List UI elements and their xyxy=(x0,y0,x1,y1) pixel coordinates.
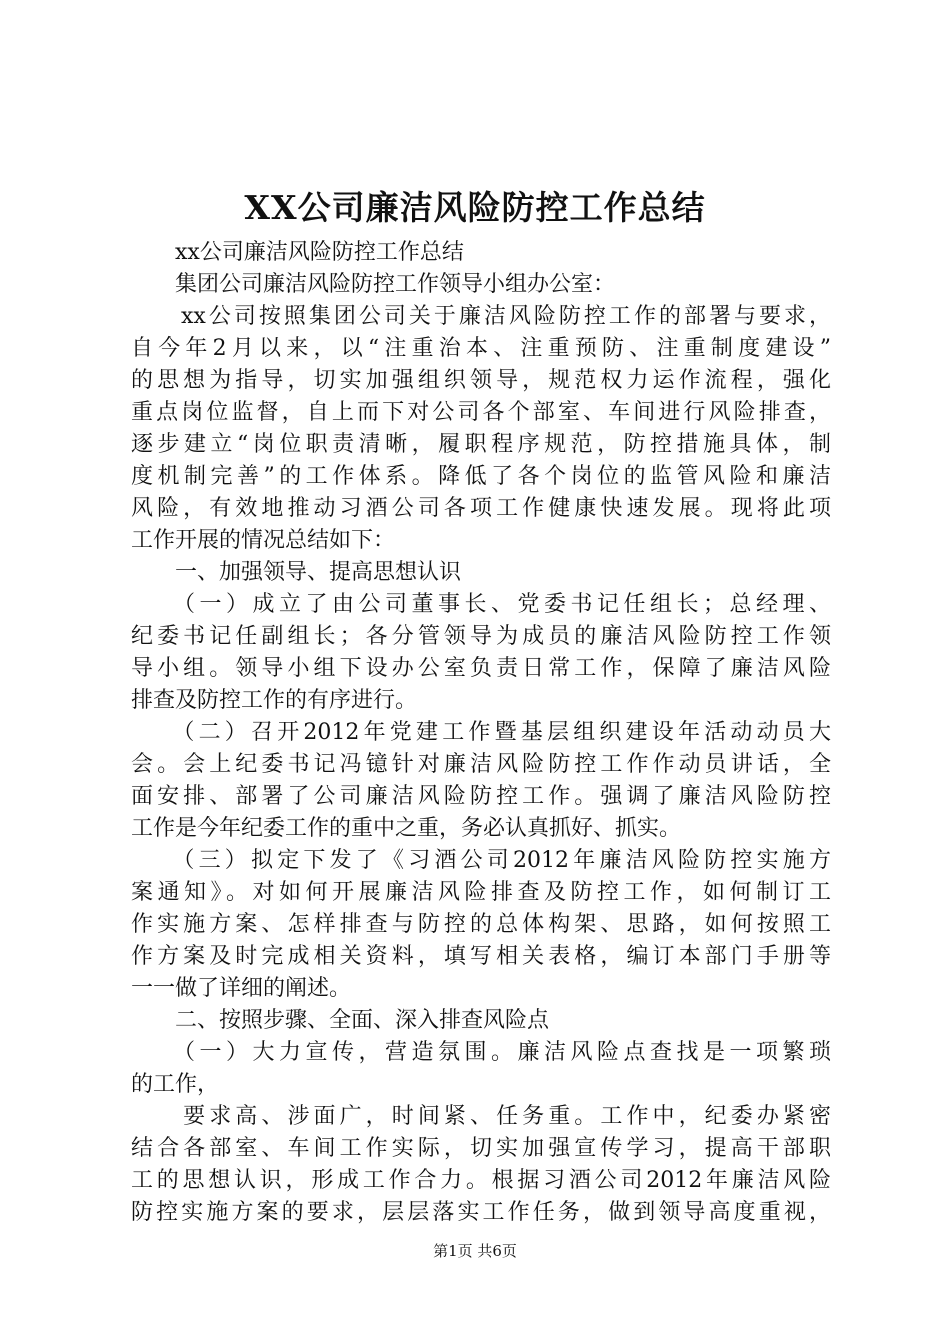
body-line: 作方案及时完成相关资料，填写相关表格，编订本部门手册等 xyxy=(131,944,831,969)
body-line: 导小组。领导小组下设办公室负责日常工作，保障了廉洁风险 xyxy=(131,656,831,681)
body-line: 逐步建立“岗位职责清晰，履职程序规范，防控措施具体，制 xyxy=(131,432,831,457)
body-line: 纪委书记任副组长；各分管领导为成员的廉洁风险防控工作领 xyxy=(131,624,831,649)
body-line: 工的思想认识，形成工作合力。根据习酒公司2012年廉洁风险 xyxy=(131,1168,831,1193)
body-line: 结合各部室、车间工作实际，切实加强宣传学习，提高干部职 xyxy=(131,1136,831,1161)
document-title: XX公司廉洁风险防控工作总结 xyxy=(244,188,706,227)
body-line: 度机制完善”的工作体系。降低了各个岗位的监管风险和廉洁 xyxy=(131,464,831,489)
document-body xyxy=(131,237,831,1229)
body-line: 自今年2月以来，以“注重治本、注重预防、注重制度建设” xyxy=(131,336,831,361)
body-line: 二、按照步骤、全面、深入排查风险点 xyxy=(131,1008,550,1033)
body-line: 作实施方案、怎样排查与防控的总体构架、思路，如何按照工 xyxy=(131,912,831,937)
body-line: 防控实施方案的要求，层层落实工作任务，做到领导高度重视， xyxy=(131,1200,831,1225)
body-line: 集团公司廉洁风险防控工作领导小组办公室： xyxy=(131,272,616,297)
body-line: 一一做了详细的阐述。 xyxy=(131,976,352,1001)
body-line: 要求高、涉面广，时间紧、任务重。工作中，纪委办紧密 xyxy=(131,1104,831,1129)
body-line: （三）拟定下发了《习酒公司2012年廉洁风险防控实施方 xyxy=(131,848,831,873)
body-line: 的工作， xyxy=(131,1072,220,1097)
body-line: 重点岗位监督，自上而下对公司各个部室、车间进行风险排查， xyxy=(131,400,831,425)
body-line: 的思想为指导，切实加强组织领导，规范权力运作流程，强化 xyxy=(131,368,831,393)
body-line: xx公司廉洁风险防控工作总结 xyxy=(131,240,464,265)
body-line: 一、加强领导、提高思想认识 xyxy=(131,560,462,585)
body-line: 排查及防控工作的有序进行。 xyxy=(131,688,418,713)
body-line: xx公司按照集团公司关于廉洁风险防控工作的部署与要求， xyxy=(131,304,831,329)
body-line: 工作是今年纪委工作的重中之重，务必认真抓好、抓实。 xyxy=(131,816,682,841)
body-line: （一）大力宣传，营造氛围。廉洁风险点查找是一项繁琐 xyxy=(131,1040,831,1065)
body-line: （二）召开2012年党建工作暨基层组织建设年活动动员大 xyxy=(131,720,831,745)
page-footer: 第1页 共6页 xyxy=(433,1242,517,1260)
body-line: （一）成立了由公司董事长、党委书记任组长；总经理、 xyxy=(131,592,831,617)
body-line: 会。会上纪委书记冯镱针对廉洁风险防控工作作动员讲话，全 xyxy=(131,752,831,777)
body-line: 工作开展的情况总结如下： xyxy=(131,528,396,553)
body-line: 案通知》。对如何开展廉洁风险排查及防控工作，如何制订工 xyxy=(131,880,831,905)
body-line: 风险，有效地推动习酒公司各项工作健康快速发展。现将此项 xyxy=(131,496,831,521)
body-line: 面安排、部署了公司廉洁风险防控工作。强调了廉洁风险防控 xyxy=(131,784,831,809)
